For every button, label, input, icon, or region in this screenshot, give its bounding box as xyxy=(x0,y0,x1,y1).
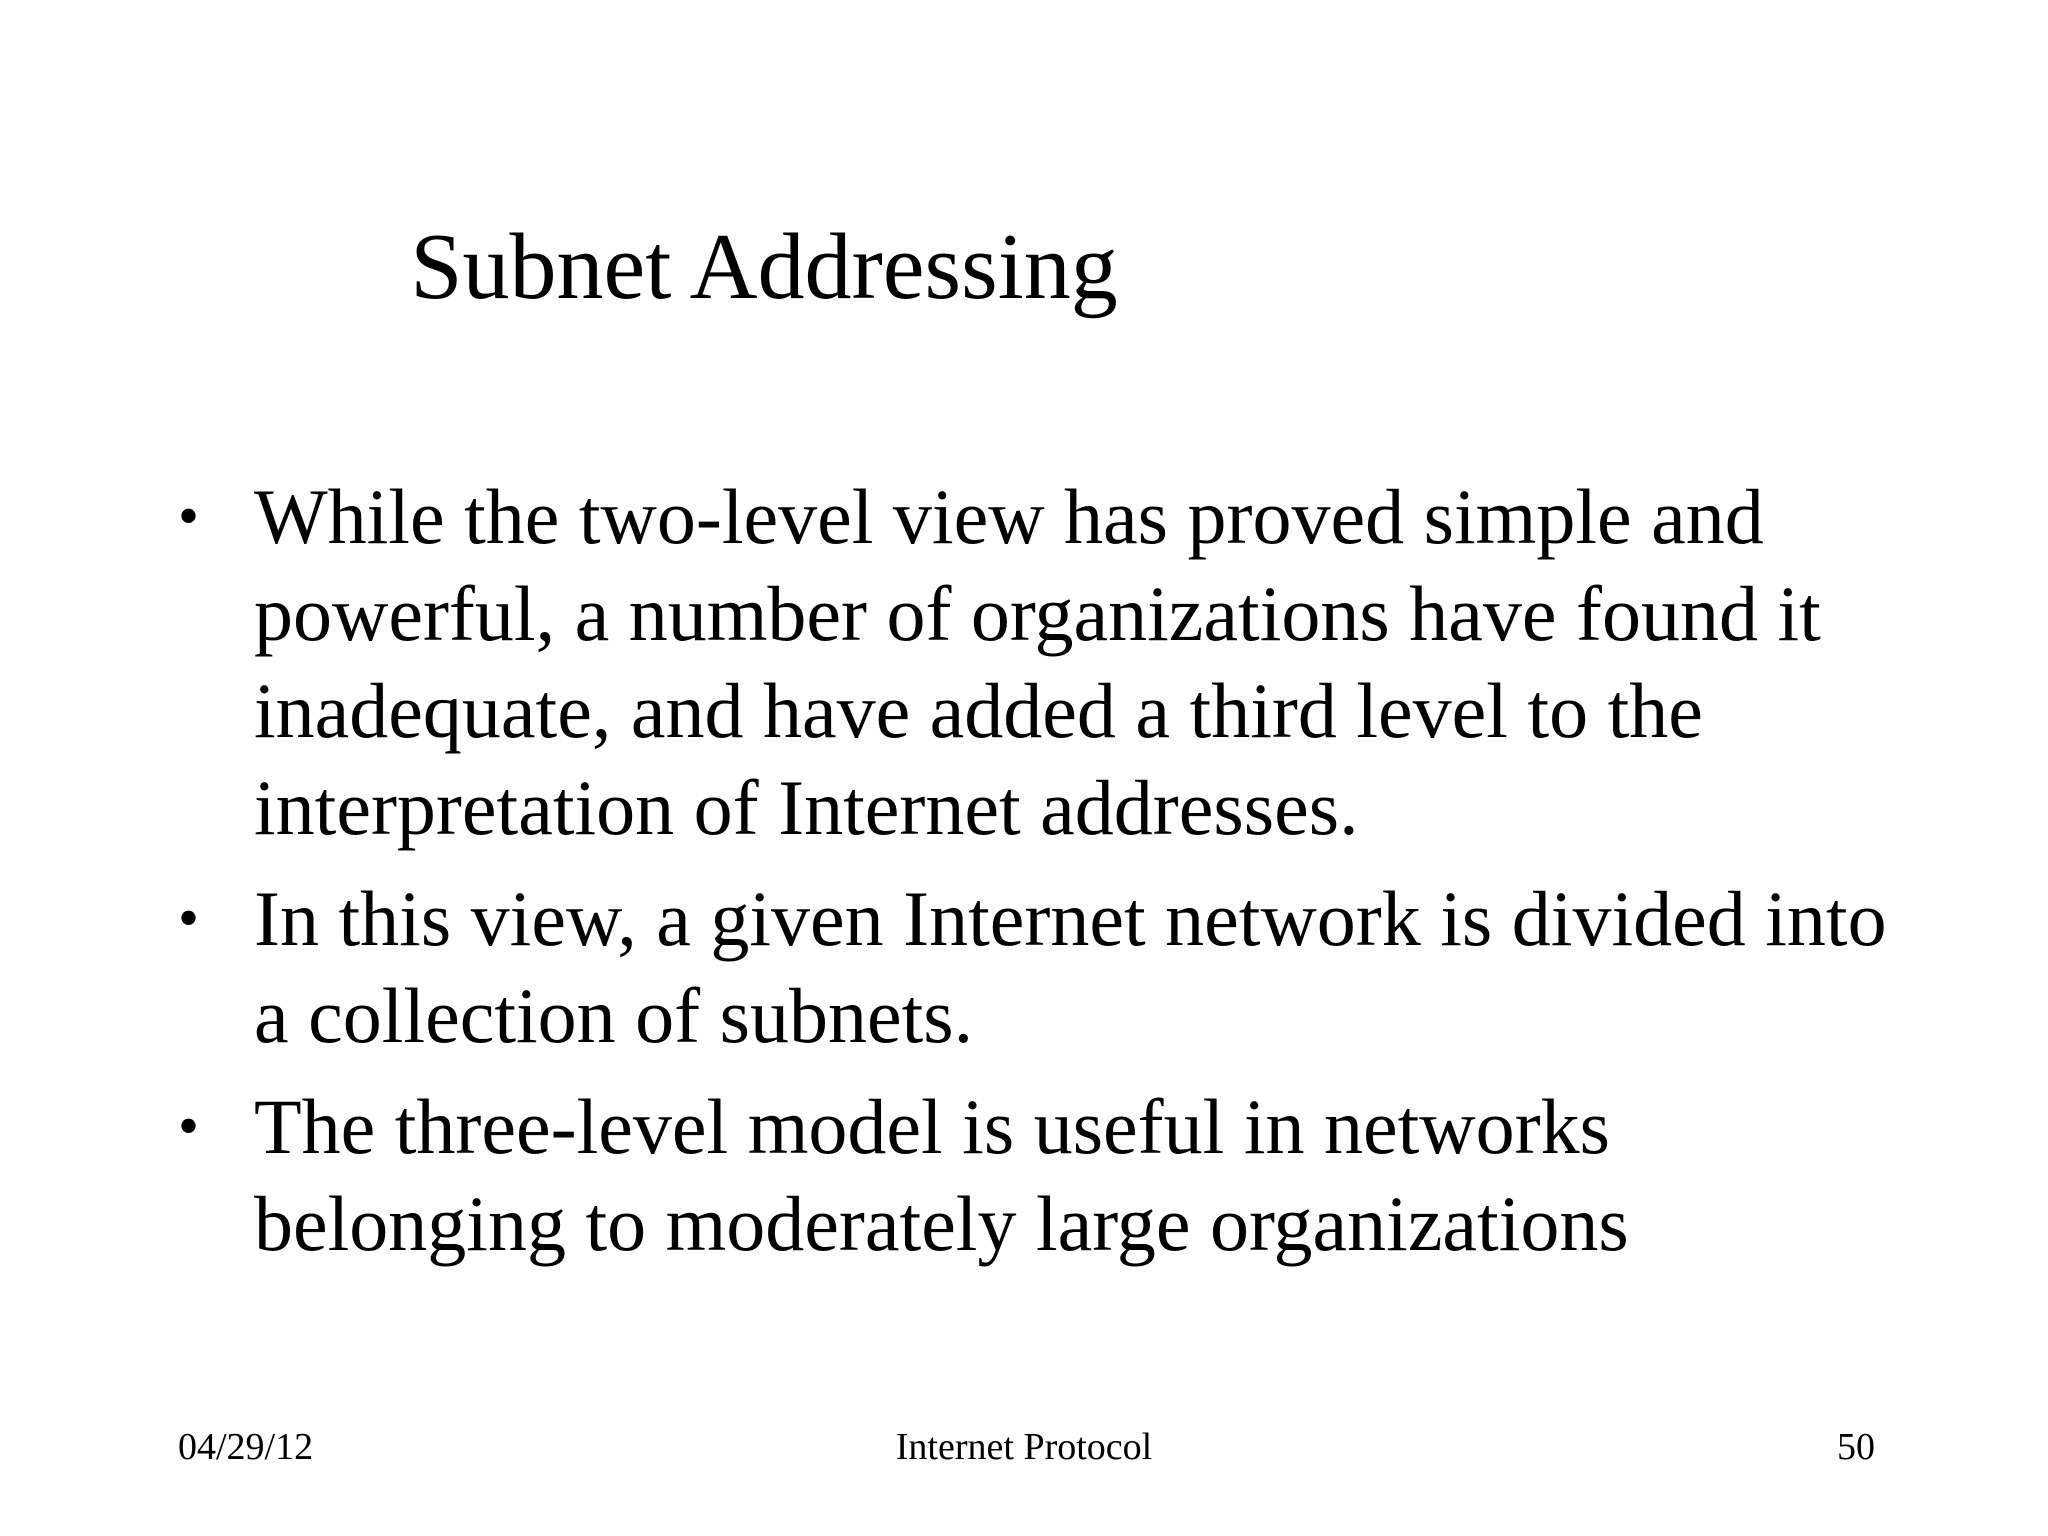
bullet-dot-icon: • xyxy=(178,483,200,549)
slide-title: Subnet Addressing xyxy=(410,215,1118,319)
page-number: 50 xyxy=(1837,1426,1875,1468)
footer-title: Internet Protocol xyxy=(895,1426,1153,1468)
bullet-text: While the two-level view has proved simple and powerful, a number of organizations have found it inadequate, and have added a third level to the interpretation of Internet addresses. xyxy=(254,473,1821,851)
bullet-item xyxy=(178,468,1898,856)
bullet-text: In this view, a given Internet network is divided into a collection of subnets. xyxy=(254,875,1887,1059)
bullet-text: The three-level model is useful in networks belonging to moderately large organizations xyxy=(254,1083,1629,1267)
bullet-dot-icon: • xyxy=(178,885,200,951)
bullet-list xyxy=(178,468,1898,1286)
bullet-dot-icon: • xyxy=(178,1093,200,1159)
footer-date: 04/29/12 xyxy=(178,1426,314,1468)
bullet-item xyxy=(178,870,1898,1064)
bullet-item xyxy=(178,1078,1898,1272)
